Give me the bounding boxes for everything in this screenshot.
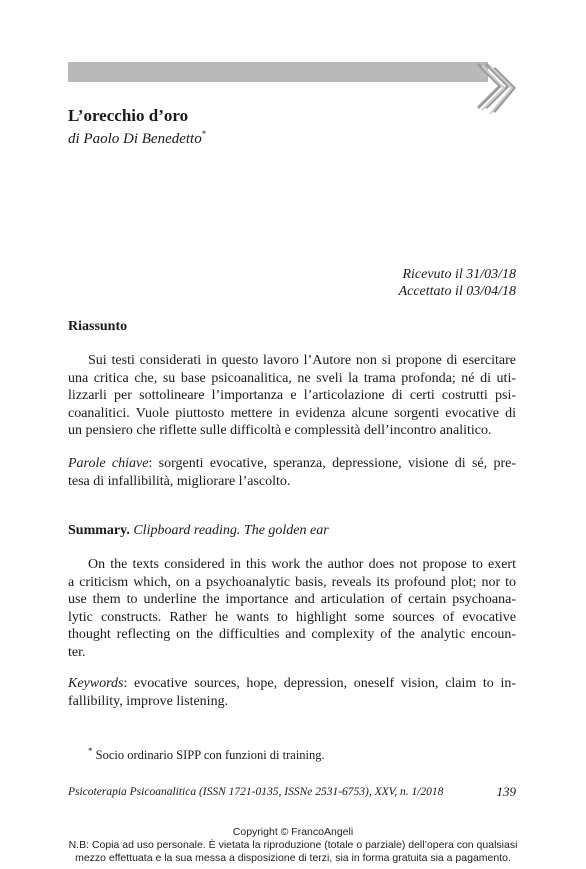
text-line: On the texts considered in this work the author does not propose to exert	[88, 557, 516, 572]
page-number: 139	[496, 784, 516, 799]
summary-keywords	[68, 675, 516, 710]
received-date: Ricevuto il 31/03/18	[402, 267, 516, 282]
footnote-text: Socio ordinario SIPP con funzioni di training.	[95, 748, 325, 763]
text-line: use them to underline the importance and articulation of certain psychoana-	[68, 592, 516, 607]
text-line: thought reflecting on the difficulties and complexity of the analytic encoun-	[68, 627, 516, 642]
text-line: lizzarli per sottolineare l’importanza e l’articolazione di certi costrutti psi-	[68, 388, 516, 403]
keywords-line	[68, 675, 516, 693]
author-name: di Paolo Di Benedetto	[68, 131, 202, 147]
footnote	[88, 746, 325, 763]
copyright-line: N.B: Copia ad uso personale. È vietata la riproduzione (totale o parziale) dell’opera con qualsiasi	[68, 839, 518, 851]
summary-label: Summary.	[68, 523, 130, 538]
copyright-line: Copyright © FrancoAngeli	[232, 826, 354, 838]
riassunto-heading: Riassunto	[68, 319, 128, 334]
keywords-label: Parole chiave	[68, 456, 149, 471]
article-author	[68, 129, 206, 148]
keywords-label: Keywords	[68, 676, 124, 691]
copyright-line: mezzo effettuata e la sua messa a disposizione di terzi, sia in forma gratuita sia a pagamento.	[75, 852, 511, 864]
text-line: una critica che, su base psicoanalitica, ne sveli la trama profonda; né di uti-	[68, 370, 516, 386]
chevron-decoration-icon	[474, 60, 520, 120]
keywords-text: : evocative sources, hope, depression, oneself vision, claim to in-	[123, 676, 516, 691]
header-bar	[68, 62, 488, 82]
text-line: lytic constructs. Rather he wants to highlight some sources of evocative	[68, 609, 516, 625]
summary-heading	[68, 523, 329, 539]
keywords-line: fallibility, improve listening.	[68, 693, 229, 709]
text-line: ter.	[68, 644, 86, 660]
copyright-notice	[0, 826, 586, 865]
summary-paragraph	[68, 556, 516, 661]
text-line: a criticism which, on a psychoanalytic basis, reveals its profound plot; nor to	[68, 574, 516, 590]
keywords-line: tesa di infallibilità, migliorare l’ascolto.	[68, 473, 291, 489]
keywords-text: : sorgenti evocative, speranza, depressione, visione di sé, pre-	[148, 456, 516, 471]
article-title: L’orecchio d’oro	[68, 106, 189, 125]
summary-subtitle: Clipboard reading. The golden ear	[133, 523, 329, 538]
keywords-line	[68, 455, 516, 473]
journal-citation: Psicoterapia Psicoanalitica (ISSN 1721-0135, ISSNe 2531-6753), XXV, n. 1/2018	[68, 786, 444, 798]
accepted-date: Accettato il 03/04/18	[398, 284, 516, 299]
text-line: un pensiero che riflette sulle difficoltà e complessità dell’incontro analitico.	[68, 423, 492, 438]
article-dates	[399, 266, 516, 300]
text-line: coanalitici. Vuole piuttosto mettere in evidenza alcune sorgenti evocative di	[68, 405, 516, 421]
footnote-mark: *	[88, 746, 93, 756]
text-line: Sui testi considerati in questo lavoro l’Autore non si propone di esercitare	[88, 353, 516, 368]
riassunto-paragraph	[68, 352, 516, 440]
riassunto-keywords	[68, 455, 516, 490]
author-footnote-mark: *	[201, 129, 207, 139]
